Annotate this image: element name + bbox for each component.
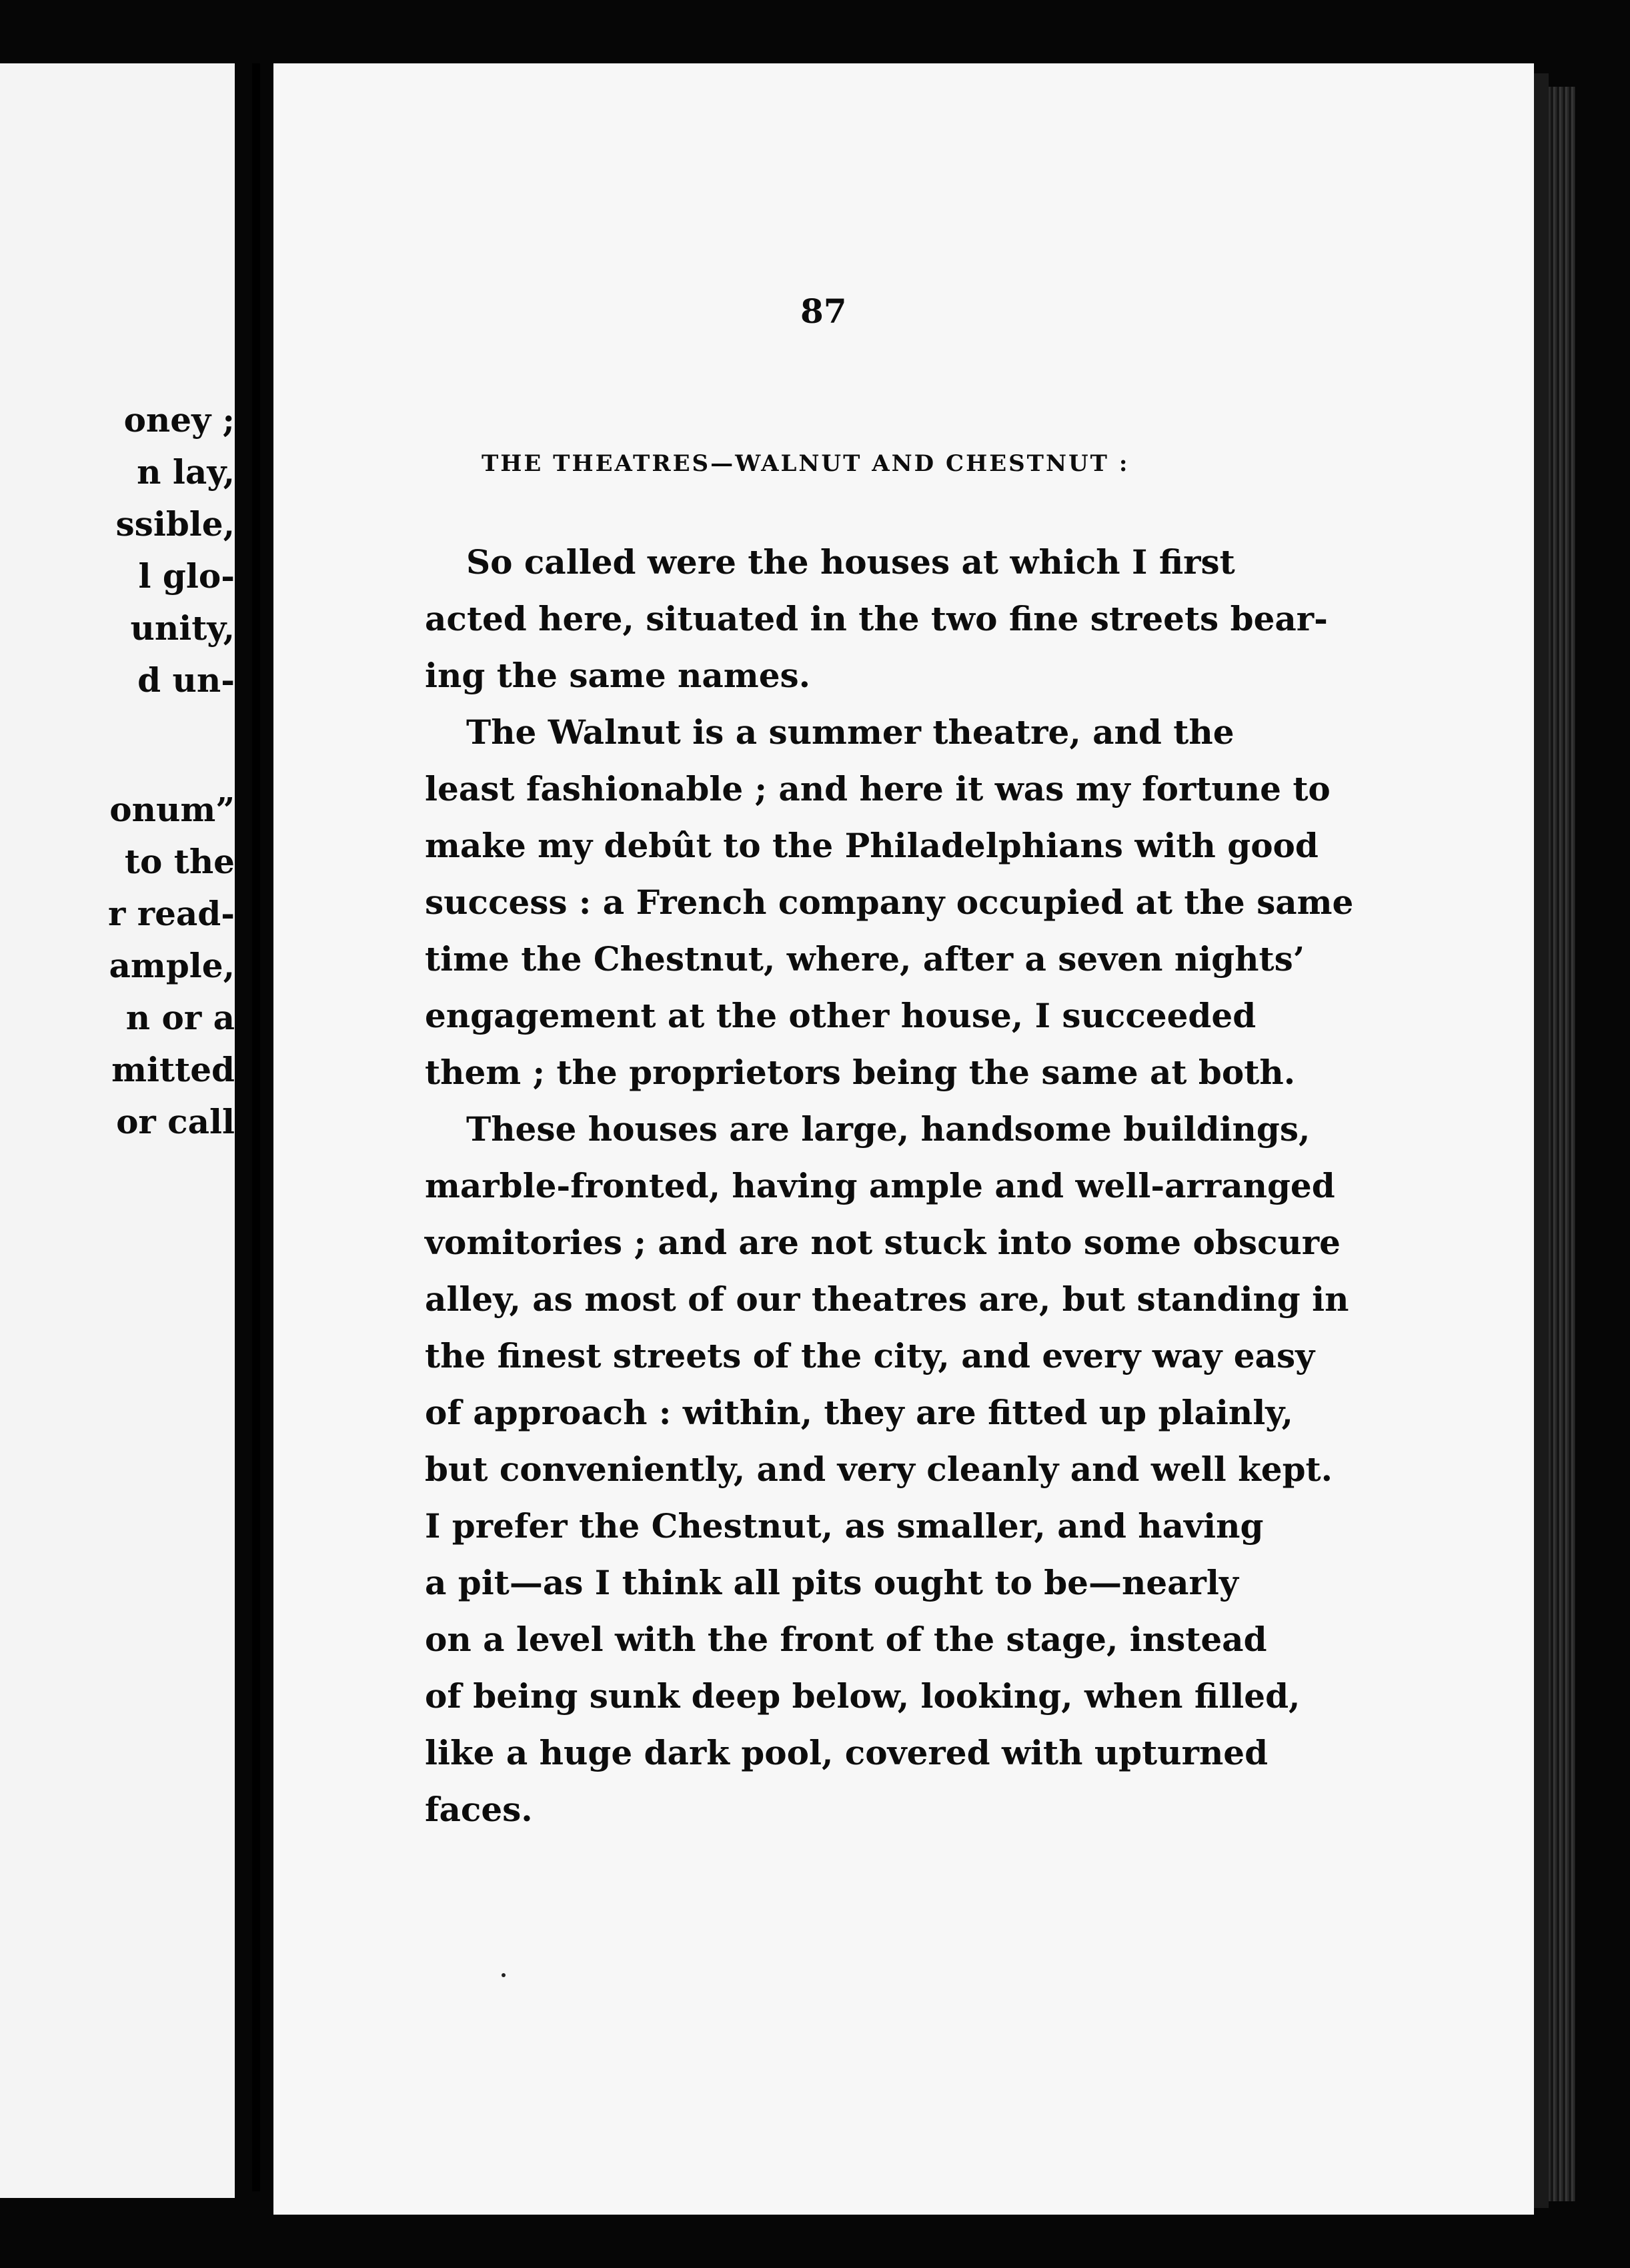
text-line: time the Chestnut, where, after a seven nights’ <box>425 939 1305 979</box>
previous-page-line: n lay, <box>137 452 235 492</box>
paragraph <box>425 704 1354 1101</box>
previous-page-line: unity, <box>130 608 235 648</box>
text-line: acted here, situated in the two fine streets bear- <box>425 599 1328 638</box>
body-text <box>425 534 1354 1838</box>
previous-page-line: r read- <box>107 894 235 933</box>
previous-page-line: oney ; <box>123 400 235 440</box>
ink-speck <box>502 1973 506 1977</box>
previous-page-line: mitted <box>111 1050 235 1089</box>
previous-page-line: ssible, <box>115 504 235 544</box>
text-line: I prefer the Chestnut, as smaller, and having <box>425 1506 1264 1546</box>
text-line: of approach : within, they are fitted up plainly, <box>425 1393 1293 1432</box>
text-line: them ; the proprietors being the same at both. <box>425 1053 1296 1092</box>
previous-page-line: or call <box>116 1102 235 1141</box>
previous-page-line: ample, <box>109 946 235 985</box>
page-stack-edge <box>1549 87 1575 2201</box>
text-line: of being sunk deep below, looking, when filled, <box>425 1676 1301 1716</box>
text-line: make my debût to the Philadelphians with good <box>425 826 1319 865</box>
previous-page-line: n or a <box>125 998 235 1037</box>
previous-page-fragment <box>0 63 235 2198</box>
text-line: marble-fronted, having ample and well-arranged <box>425 1166 1335 1205</box>
previous-page-line: d un- <box>137 660 235 700</box>
text-line: engagement at the other house, I succeeded <box>425 996 1257 1035</box>
text-line: a pit—as I think all pits ought to be—nearly <box>425 1563 1239 1602</box>
previous-page-line: l glo- <box>138 556 235 596</box>
text-line: success : a French company occupied at the same <box>425 883 1354 922</box>
previous-page-line: to the <box>124 842 235 881</box>
text-line: alley, as most of our theatres are, but standing in <box>425 1279 1349 1319</box>
page-edge <box>1534 73 1549 2208</box>
text-line: faces. <box>425 1790 533 1829</box>
gutter <box>252 63 260 2191</box>
page-number: 87 <box>800 292 847 331</box>
text-line: the finest streets of the city, and every way easy <box>425 1336 1315 1375</box>
text-line: So called were the houses at which I first <box>466 542 1235 582</box>
text-line: but conveniently, and very cleanly and well kept. <box>425 1450 1333 1489</box>
paragraph <box>425 534 1328 704</box>
paragraph <box>425 1101 1349 1838</box>
section-title: THE THEATRES—WALNUT AND CHESTNUT : <box>482 450 1130 477</box>
text-line: on a level with the front of the stage, instead <box>425 1620 1267 1659</box>
previous-page-line: onum” <box>109 790 235 829</box>
text-line: ing the same names. <box>425 656 811 695</box>
text-line: The Walnut is a summer theatre, and the <box>466 712 1235 752</box>
text-line: These houses are large, handsome buildings, <box>466 1109 1311 1149</box>
text-line: vomitories ; and are not stuck into some obscure <box>425 1223 1341 1262</box>
text-line: like a huge dark pool, covered with upturned <box>425 1733 1269 1772</box>
text-line: least fashionable ; and here it was my fortune to <box>425 769 1331 808</box>
